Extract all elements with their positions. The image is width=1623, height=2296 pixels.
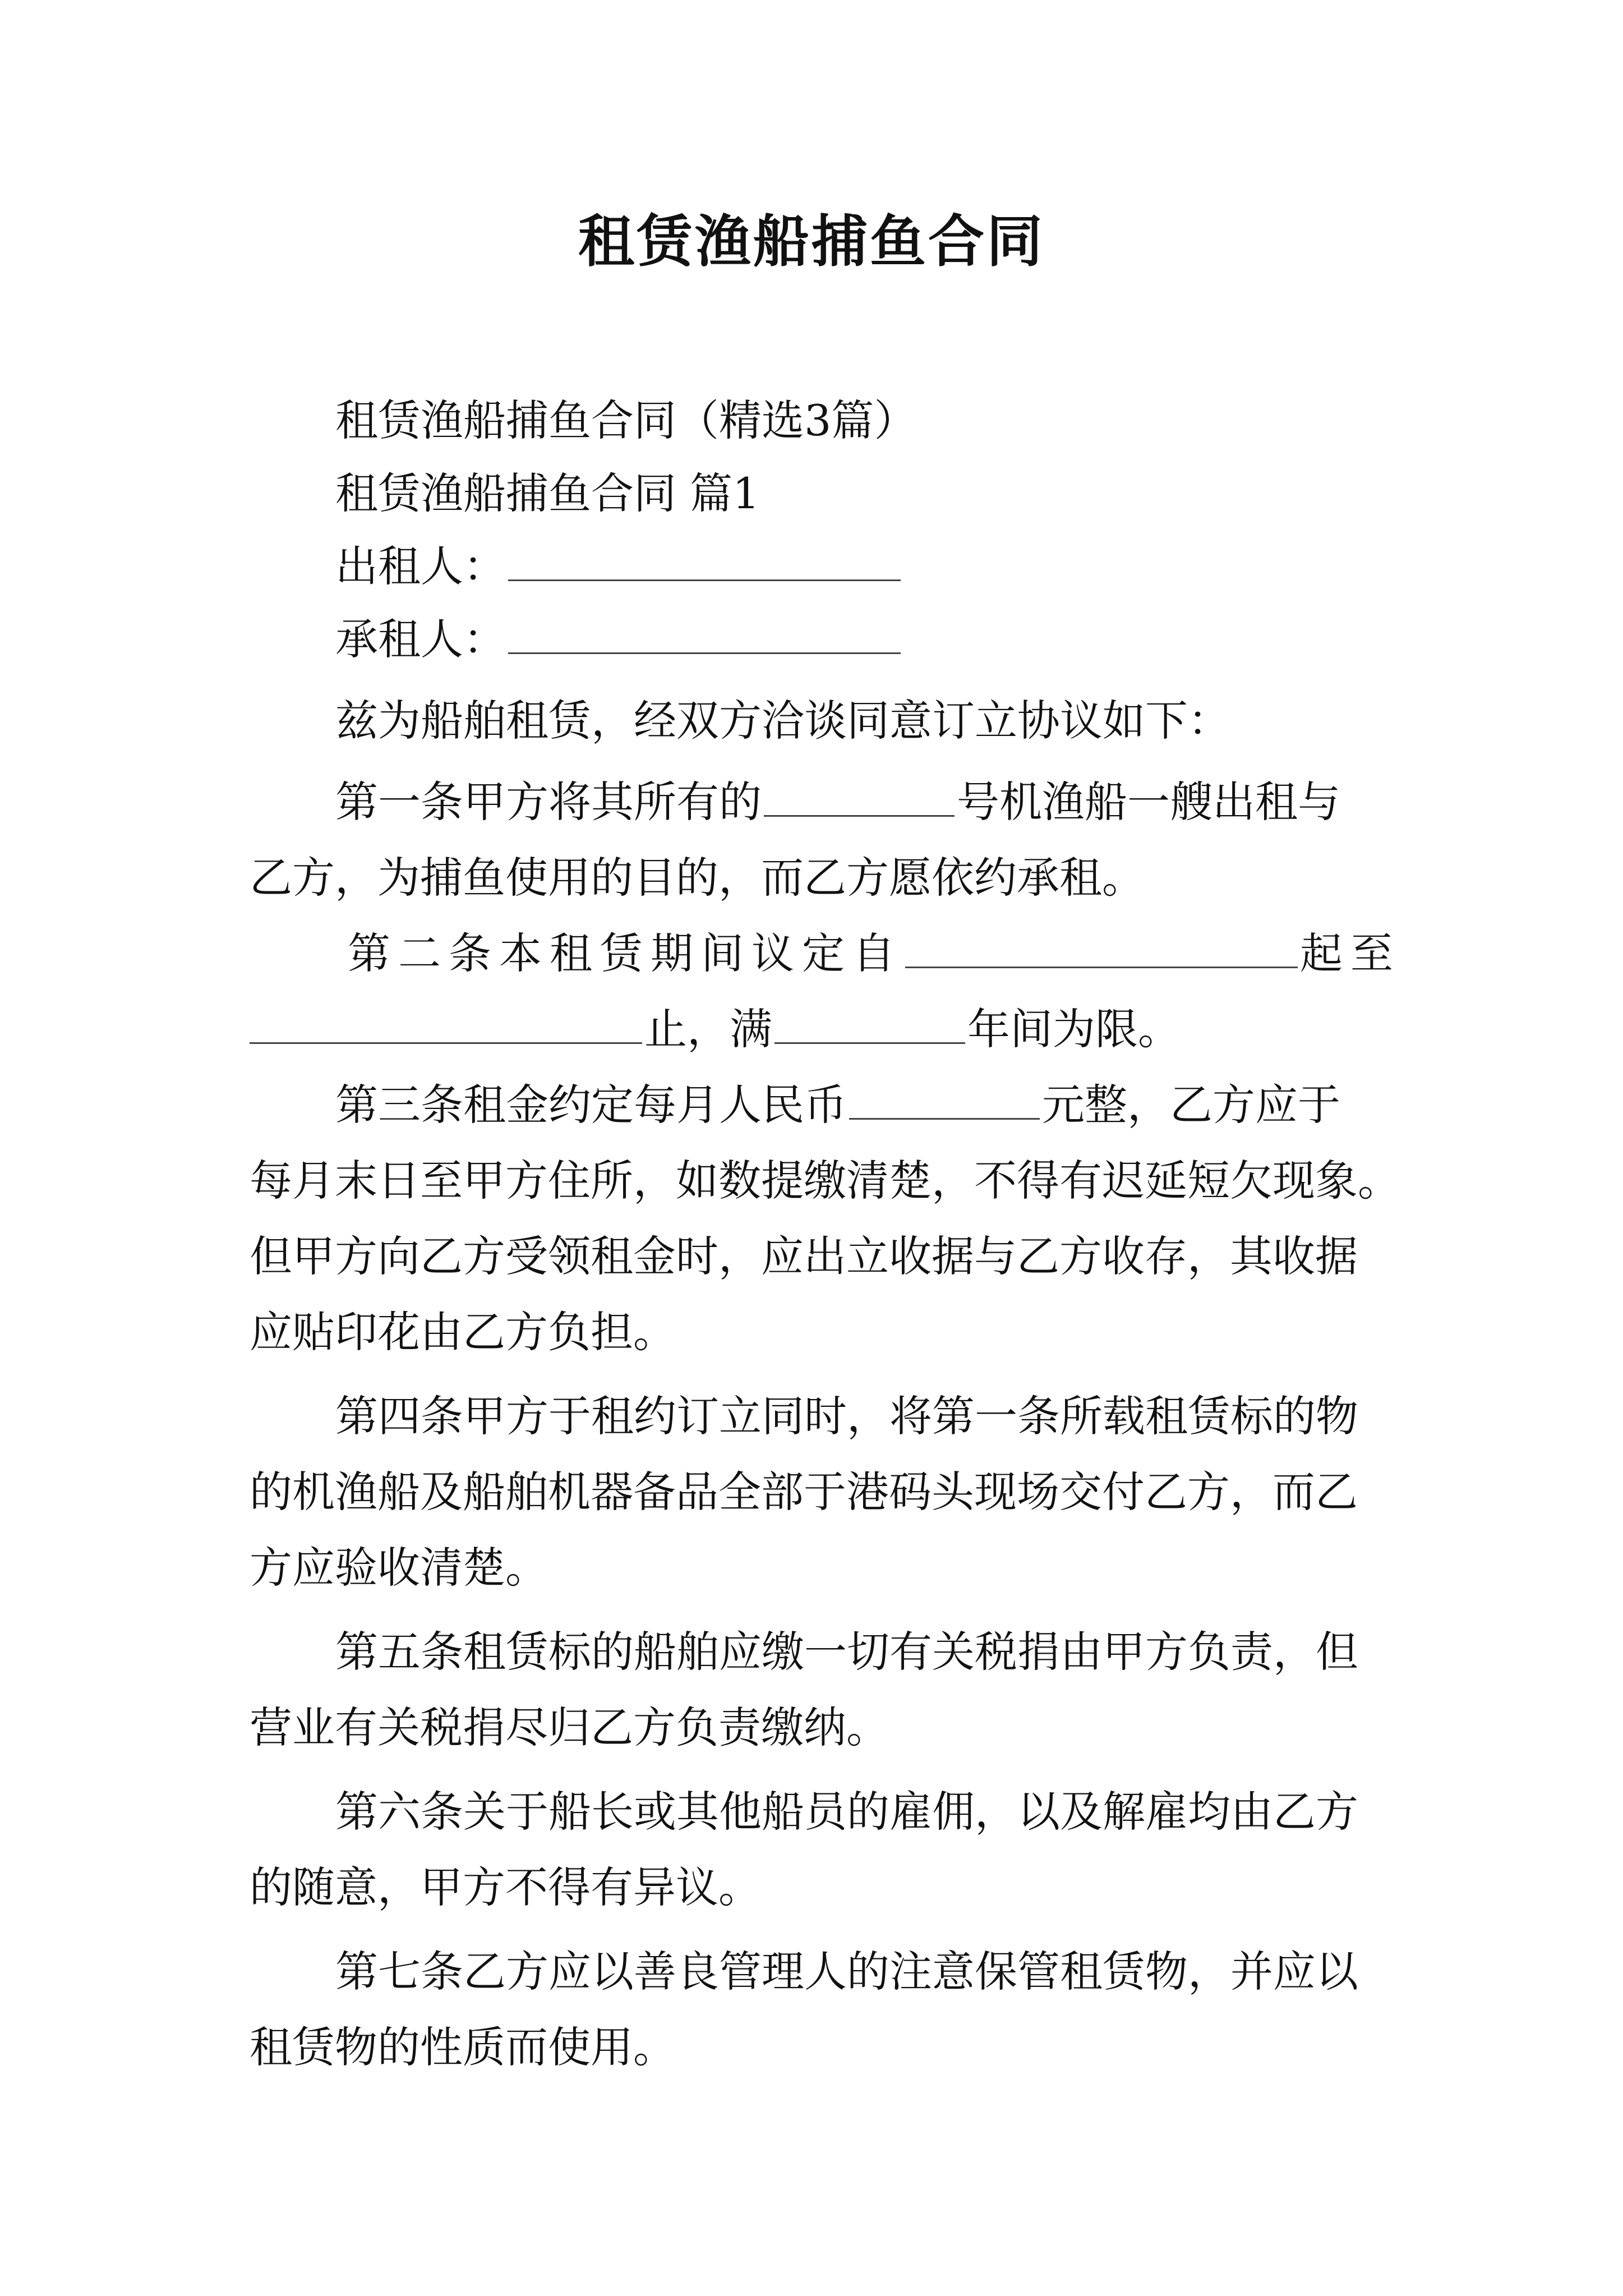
article-1-line-1 [0,769,1623,836]
article-7-line-2: 租赁物的性质而使用。 [250,2022,676,2072]
article-2-line-2 [0,996,1623,1063]
lessor-blank [508,539,901,581]
article-1-text-a: 第一条甲方将其所有的 [335,777,762,827]
end-date-blank [250,1002,642,1044]
article-4-line-3: 方应验收清楚。 [250,1543,548,1593]
lessee-label: 承租人： [335,614,506,664]
article-3-text-a: 第三条租金约定每月人民币 [335,1080,847,1130]
years-blank [774,1002,965,1044]
article-3-line-2: 每月末日至甲方住所，如数提缴清楚，不得有迟延短欠现象。 [250,1156,1400,1205]
article-2-line-1 [0,920,1623,987]
article-3-line-3: 但甲方向乙方受领租金时，应出立收据与乙方收存，其收据 [250,1231,1358,1281]
article-1-line-2: 乙方，为捕鱼使用的目的，而乙方愿依约承租。 [250,853,1145,903]
article-2-text-b: 起至 [1300,928,1401,978]
article-3-line-4: 应贴印花由乙方负担。 [250,1307,676,1357]
lessee-blank [508,612,901,654]
lessor-label: 出租人： [335,541,506,591]
document-subtitle: 租赁渔船捕鱼合同（精选3篇） [335,395,917,445]
rent-amount-blank [849,1078,1040,1120]
boat-number-blank [764,775,955,817]
document-title: 租赁渔船捕鱼合同 [578,208,1045,274]
article-3-text-b: 元整，乙方应于 [1042,1080,1340,1130]
start-date-blank [905,926,1298,968]
article-6-line-1: 第六条关于船长或其他船员的雇佣，以及解雇均由乙方 [335,1787,1358,1837]
article-3-line-1 [0,1071,1623,1139]
article-2-text-a: 第二条本租赁期间议定自 [348,928,903,978]
article-2-text-d: 年间为限。 [967,1004,1181,1054]
article-5-line-1: 第五条租赁标的船舶应缴一切有关税捐由甲方负责，但 [335,1627,1358,1677]
article-7-line-1: 第七条乙方应以善良管理人的注意保管租赁物，并应以 [335,1947,1358,1996]
article-2-text-c: 止，满 [644,1004,772,1054]
article-4-line-1: 第四条甲方于租约订立同时，将第一条所载租赁标的物 [335,1391,1358,1441]
article-6-line-2: 的随意，甲方不得有异议。 [250,1862,761,1912]
lessee-line [0,606,1623,673]
article-4-line-2: 的机渔船及船舶机器备品全部于港码头现场交付乙方，而乙 [250,1467,1358,1517]
article-5-line-2: 营业有关税捐尽归乙方负责缴纳。 [250,1703,889,1752]
lessor-line [0,533,1623,600]
section-heading: 租赁渔船捕鱼合同 篇1 [335,468,760,518]
article-1-text-b: 号机渔船一艘出租与 [957,777,1340,827]
intro-paragraph: 兹为船舶租赁，经双方洽谈同意订立协议如下： [335,696,1230,746]
